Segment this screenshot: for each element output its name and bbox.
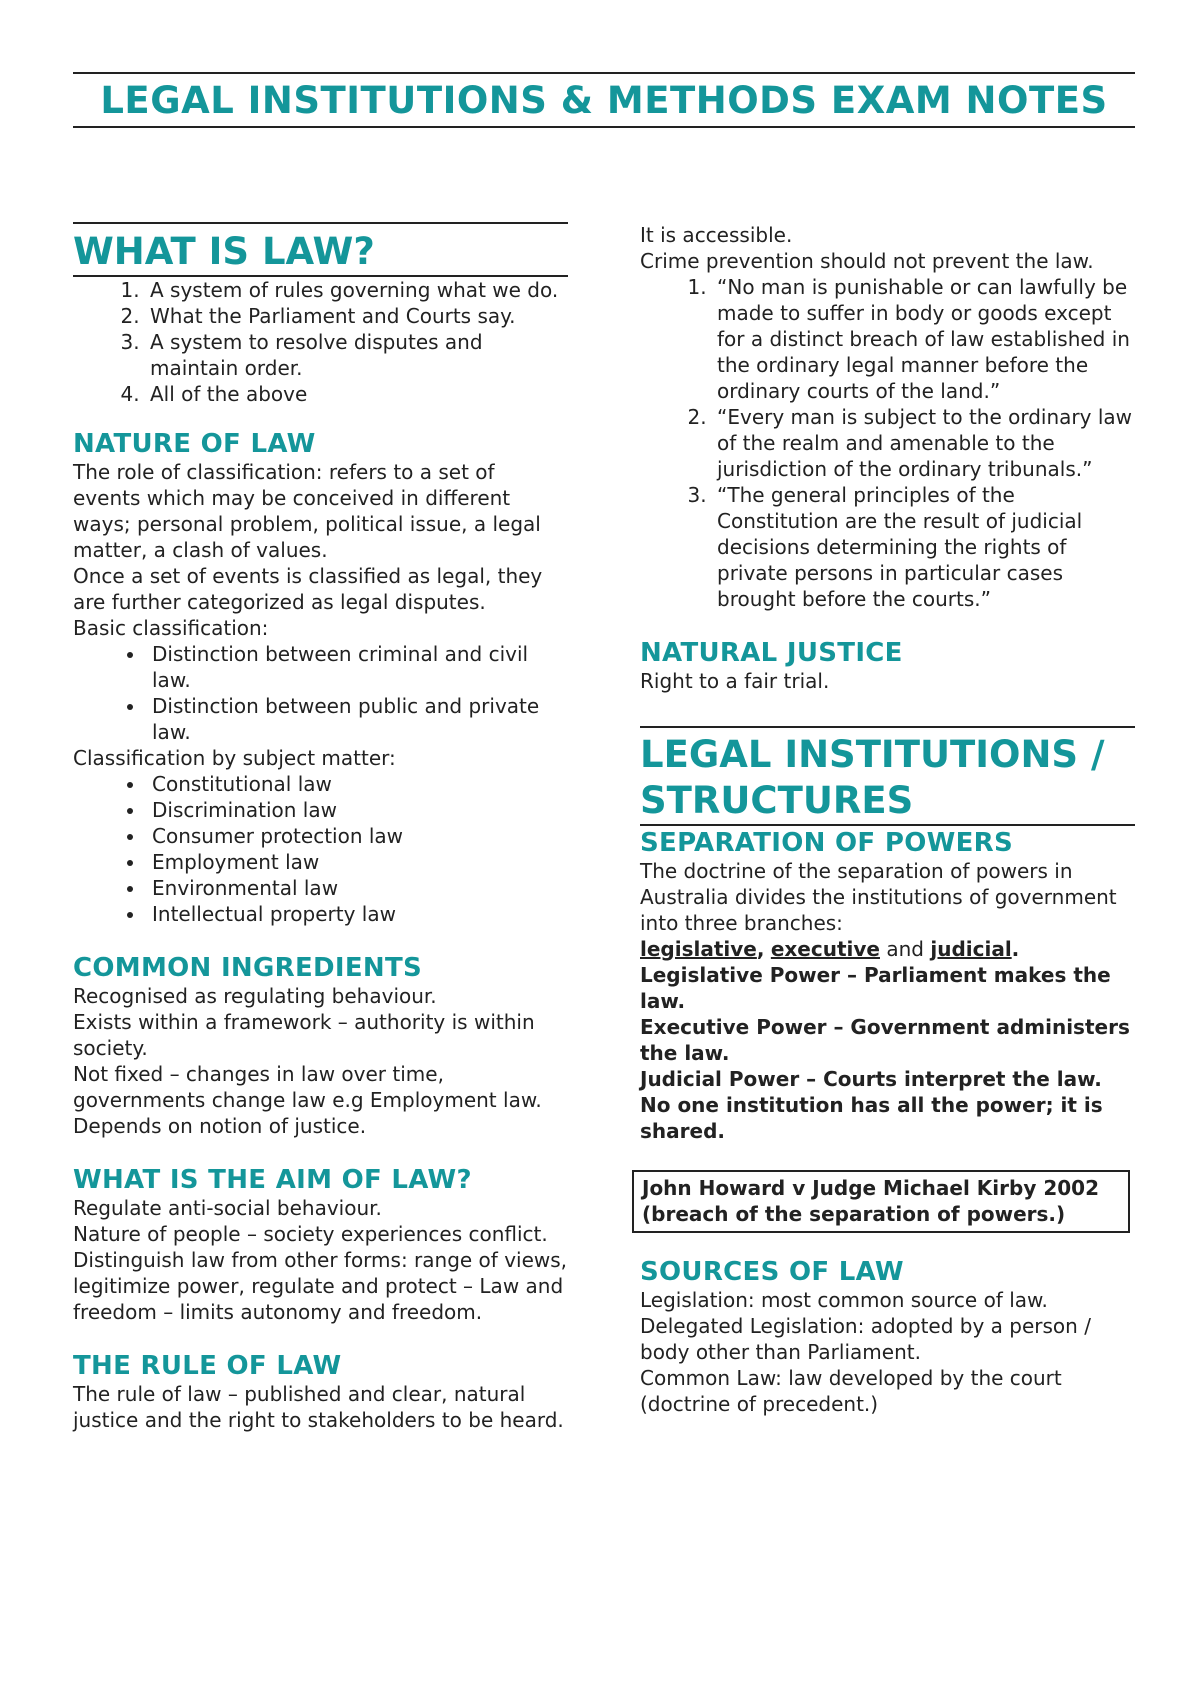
list-item: • Discrimination law [146, 797, 568, 823]
aim-line: Regulate anti-social behaviour. [73, 1196, 382, 1220]
separation-heading: SEPARATION OF POWERS [640, 828, 1013, 858]
subject-matter-list [73, 771, 568, 927]
nature-of-law-heading: NATURE OF LAW [73, 429, 316, 459]
aim-of-law-heading: WHAT IS THE AIM OF LAW? [73, 1165, 472, 1195]
nature-paragraph: Basic classification: [73, 616, 269, 640]
aim-line: Nature of people – society experiences conflict. [73, 1222, 548, 1246]
executive-word: executive [770, 937, 880, 961]
list-item: • Environmental law [146, 875, 568, 901]
sources-heading: SOURCES OF LAW [640, 1257, 904, 1287]
sources-line: Common Law: law developed by the court (doctrine of precedent.) [640, 1366, 1062, 1416]
basic-classification-list [73, 641, 568, 745]
list-item: • Distinction between public and private law. [146, 693, 568, 745]
rule-cont-line: It is accessible. [640, 223, 793, 247]
institutions-heading: LEGAL INSTITUTIONS / STRUCTURES [640, 726, 1135, 826]
power-line: No one institution has all the power; it is shared. [640, 1093, 1103, 1143]
power-line: Judicial Power – Courts interpret the law. [640, 1067, 1102, 1091]
legislative-word: legislative [640, 937, 757, 961]
natural-justice-text: Right to a fair trial. [640, 669, 830, 693]
list-item: 2. “Every man is subject to the ordinary law of the realm and amenable to the jurisdiction of the ordinary tribunals.” [713, 404, 1135, 482]
common-line: Not fixed – changes in law over time, governments change law e.g Employment law. [73, 1062, 542, 1112]
list-item: 1. “No man is punishable or can lawfully be made to suffer in body or goods except for a distinct breach of law established in the ordinary legal manner before the ordinary courts of the land.” [713, 274, 1135, 404]
separation-intro: The doctrine of the separation of powers in Australia divides the institutions of government into three branches: [640, 859, 1117, 935]
list-item: 4. All of the above [146, 381, 568, 407]
list-item: • Constitutional law [146, 771, 568, 797]
dicey-quotes-list [640, 274, 1135, 612]
nature-paragraph: The role of classification: refers to a set of events which may be conceived in different ways; personal problem, political issue, a legal matter, a clash of values. [73, 460, 541, 562]
rule-of-law-text: The rule of law – published and clear, natural justice and the right to stakeholders to be heard. [73, 1382, 564, 1432]
what-is-law-list [73, 277, 568, 407]
aim-line: Distinguish law from other forms: range of views, legitimize power, regulate and protect – Law and freedom – limits autonomy and freedom. [73, 1248, 568, 1324]
rule-cont-line: Crime prevention should not prevent the law. [640, 249, 1094, 273]
common-line: Exists within a framework – authority is within society. [73, 1010, 535, 1060]
power-line: Legislative Power – Parliament makes the law. [640, 963, 1111, 1013]
page-title: LEGAL INSTITUTIONS & METHODS EXAM NOTES [100, 79, 1108, 122]
sources-line: Legislation: most common source of law. [640, 1288, 1048, 1312]
list-item: 3. “The general principles of the Constitution are the result of judicial decisions determining the rights of private persons in particular cases brought before the courts.” [713, 482, 1135, 612]
common-ingredients-heading: COMMON INGREDIENTS [73, 953, 423, 983]
power-line: Executive Power – Government administers the law. [640, 1015, 1130, 1065]
nature-paragraph: Once a set of events is classified as legal, they are further categorized as legal disputes. [73, 564, 543, 614]
sources-line: Delegated Legislation: adopted by a person / body other than Parliament. [640, 1314, 1091, 1364]
judicial-word: judicial [930, 937, 1012, 961]
title-block [73, 72, 1135, 128]
list-item: • Consumer protection law [146, 823, 568, 849]
list-item: • Distinction between criminal and civil law. [146, 641, 568, 693]
list-item: • Employment law [146, 849, 568, 875]
list-item: 2. What the Parliament and Courts say. [146, 303, 568, 329]
left-column [73, 222, 568, 1433]
common-line: Recognised as regulating behaviour. [73, 984, 437, 1008]
branches-line: legislative, executive and judicial. [640, 937, 1020, 961]
list-item: 1. A system of rules governing what we do. [146, 277, 568, 303]
list-item: • Intellectual property law [146, 901, 568, 927]
list-item: 3. A system to resolve disputes and maintain order. [146, 329, 568, 381]
nature-paragraph: Classification by subject matter: [73, 746, 396, 770]
right-column [640, 222, 1135, 1417]
what-is-law-heading: WHAT IS LAW? [73, 222, 568, 277]
common-line: Depends on notion of justice. [73, 1114, 367, 1138]
rule-of-law-heading: THE RULE OF LAW [73, 1351, 342, 1381]
natural-justice-heading: NATURAL JUSTICE [640, 638, 903, 668]
case-box: John Howard v Judge Michael Kirby 2002 (breach of the separation of powers.) [632, 1170, 1130, 1233]
